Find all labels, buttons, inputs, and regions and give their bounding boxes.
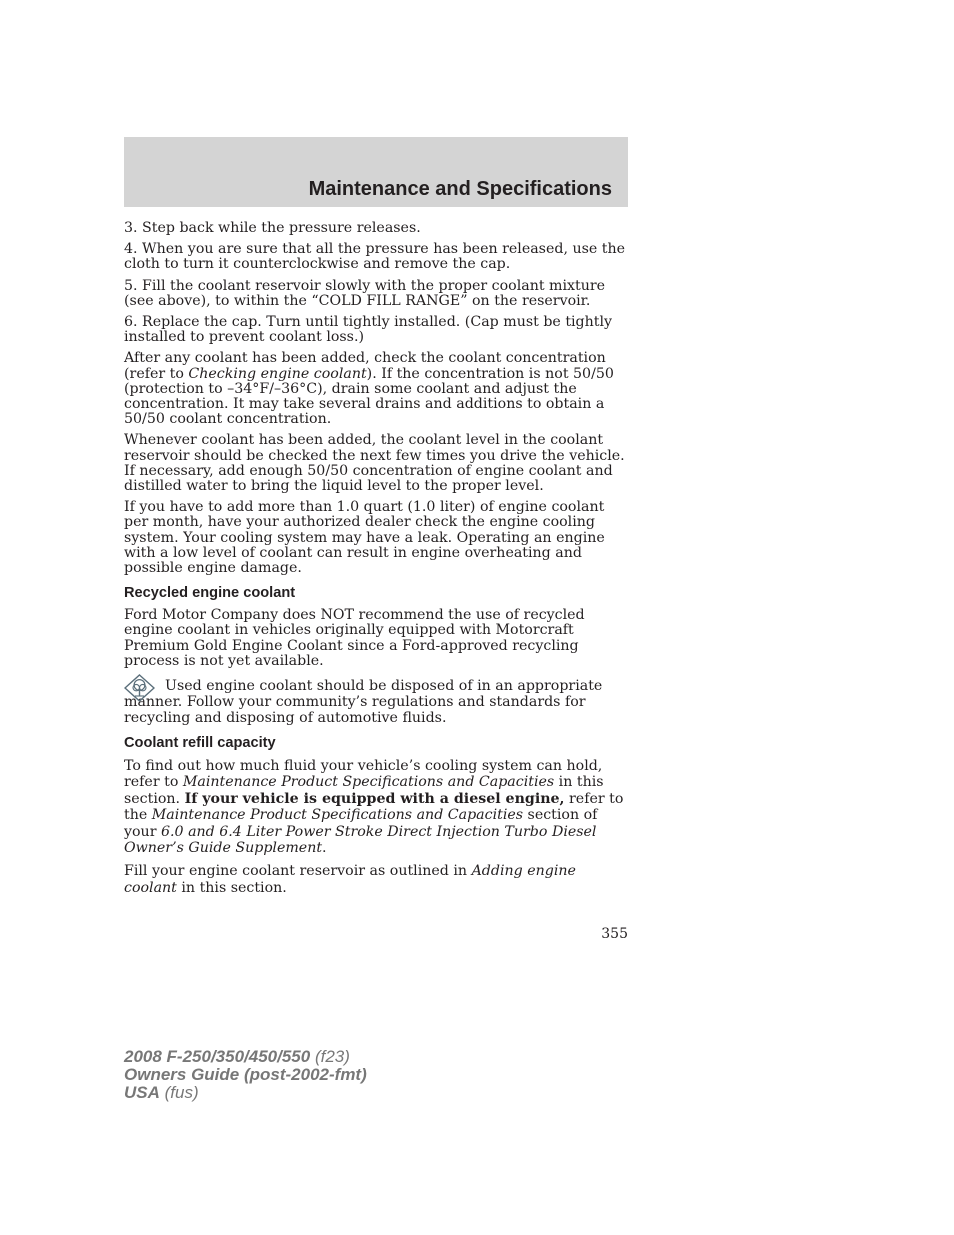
footer-region-line: USA (fus) — [124, 1083, 199, 1102]
environment-note — [124, 678, 628, 726]
recycled-coolant-paragraph: Ford Motor Company does NOT recommend the use of recycled engine coolant in vehicles originally equipped with Motorcraft Premium Gold Engine Coolant since a Ford-approved recycling process is not yet available. — [124, 607, 585, 669]
cross-reference: Maintenance Product Specifications and Capacities — [182, 774, 555, 791]
footer-guide-line: Owners Guide (post-2002-fmt) — [124, 1065, 367, 1084]
environment-tree-icon — [124, 674, 155, 702]
document-footer — [124, 1048, 367, 1102]
coolant-check-paragraph: Whenever coolant has been added, the coolant level in the coolant reservoir should be checked the next few times you drive the vehicle. If necessary, add enough 50/50 concentration of engine coolant and distilled water to bring the liquid level to the proper level. — [124, 432, 625, 495]
page-content — [124, 221, 628, 903]
step-5: 5. Fill the coolant reservoir slowly with the proper coolant mixture (see above), to within the “COLD FILL RANGE” on the reservoir. — [124, 277, 606, 309]
cross-reference: Checking engine coolant — [188, 365, 367, 382]
concentration-paragraph: After any coolant has been added, check the coolant concentration (refer to Checking engine coolant). If the concentration is not 50/50 (protection to –34°F/–36°C), drain some coolant and adjust the concentration. It may take several drains and additions to obtain a 50/50 coolant concentration. — [124, 350, 614, 428]
cross-reference: Adding engine coolant — [124, 862, 576, 896]
section-header-band — [124, 137, 628, 207]
coolant-leak-paragraph: If you have to add more than 1.0 quart (1.0 liter) of engine coolant per month, have your authorized dealer check the engine cooling system. Your cooling system may have a leak. Operating an engine with a low level of coolant can result in engine overheating and possible engine damage. — [124, 499, 605, 577]
footer-model-line: 2008 F-250/350/450/550 (f23) — [124, 1047, 350, 1066]
refill-capacity-paragraph: To find out how much fluid your vehicle’s cooling system can hold, refer to Maintenance Product Specifications and Capacities in this section. If your vehicle is equipped with a diesel engine, refer to the Maintenance Product Specifications and Capacities section of your 6.0 and 6.4 Liter Power Stroke Direct Injection Turbo Diesel Owner’s Guide Supplement. — [124, 758, 624, 857]
recycled-coolant-heading: Recycled engine coolant — [124, 585, 296, 602]
refill-capacity-heading: Coolant refill capacity — [124, 735, 276, 752]
fill-reservoir-paragraph: Fill your engine coolant reservoir as outlined in Adding engine coolant in this section. — [124, 862, 576, 896]
environment-note-text: Used engine coolant should be disposed of in an appropriate manner. Follow your community’s regulations and standards for recycling and disposing of automotive fluids. — [124, 678, 603, 727]
diesel-emphasis: If your vehicle is equipped with a diesel engine, — [184, 790, 565, 807]
cross-reference: 6.0 and 6.4 Liter Power Stroke Direct Injection Turbo Diesel Owner’s Guide Supplement — [124, 823, 597, 857]
cross-reference: Maintenance Product Specifications and Capacities — [151, 807, 524, 824]
section-title: Maintenance and Specifications — [308, 178, 612, 200]
step-3: 3. Step back while the pressure releases. — [124, 220, 421, 236]
page-number: 355 — [601, 926, 628, 942]
step-6: 6. Replace the cap. Turn until tightly installed. (Cap must be tightly installed to prevent coolant loss.) — [124, 314, 613, 346]
step-4: 4. When you are sure that all the pressure has been released, use the cloth to turn it counterclockwise and remove the cap. — [124, 241, 626, 273]
